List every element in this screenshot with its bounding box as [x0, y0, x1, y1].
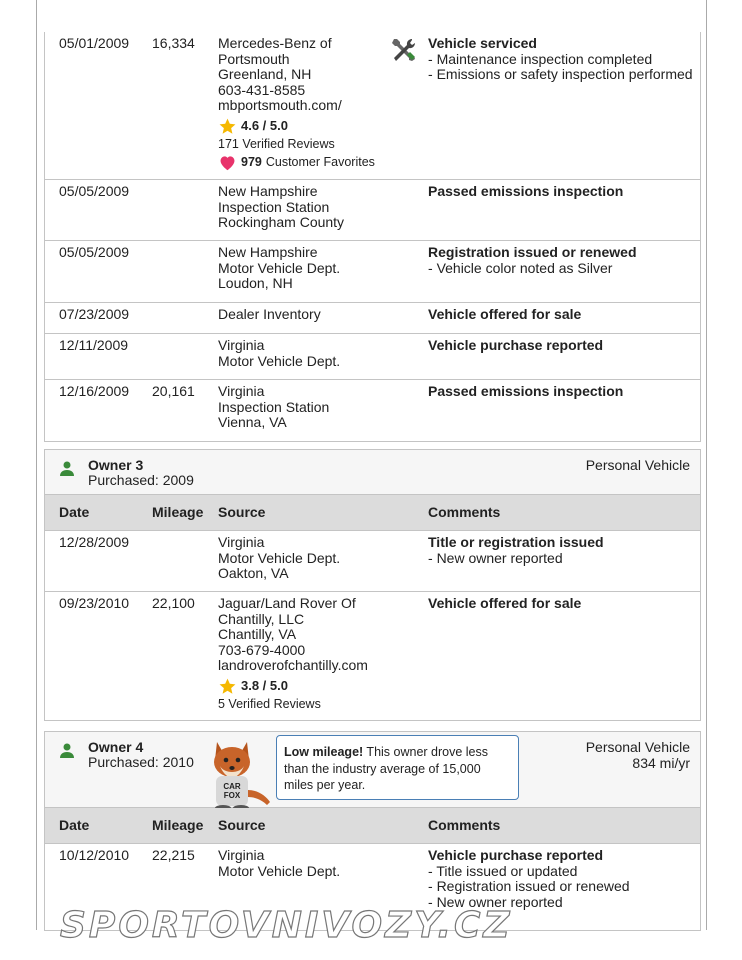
owner-header	[45, 732, 700, 808]
source-line: Loudon, NH	[218, 275, 293, 291]
mascot-shirt-text-line2: FOX	[223, 791, 241, 800]
source-line: Motor Vehicle Dept.	[218, 549, 341, 566]
col-date: Date	[59, 504, 90, 520]
owner-header	[45, 450, 700, 495]
source-line: Mercedes-Benz of	[218, 35, 332, 51]
comment-item: - Vehicle color noted as Silver	[428, 261, 698, 277]
source-line: Inspection Station	[218, 198, 330, 215]
favorites-label: Customer Favorites	[265, 154, 375, 169]
record-date: 07/23/2009	[59, 306, 130, 322]
dealer-rating	[218, 677, 423, 696]
tools-icon	[390, 36, 418, 64]
record-source	[218, 848, 423, 879]
comment-item: - Title issued or updated	[428, 864, 698, 880]
record-comments	[428, 848, 698, 910]
record-source	[218, 384, 423, 431]
comment-title: Vehicle purchase reported	[428, 847, 604, 863]
comment-title: Passed emissions inspection	[428, 183, 624, 199]
source-phone[interactable]: 703-679-4000	[218, 641, 306, 658]
record-date: 09/23/2010	[59, 595, 130, 611]
comment-item: - Registration issued or renewed	[428, 879, 698, 895]
source-line: Inspection Station	[218, 398, 330, 415]
record-date: 05/05/2009	[59, 244, 130, 260]
col-source: Source	[218, 817, 266, 833]
record-source	[218, 338, 423, 369]
col-mileage: Mileage	[152, 817, 204, 833]
record-comments	[428, 307, 698, 323]
source-website-link[interactable]: landroverofchantilly.com	[218, 657, 368, 673]
owner-type: Personal Vehicle	[585, 457, 690, 473]
comment-title: Passed emissions inspection	[428, 383, 624, 399]
history-row	[45, 334, 700, 380]
source-line: New Hampshire	[218, 183, 318, 199]
owner-purchased: Purchased: 2009	[88, 472, 194, 488]
comment-item: - New owner reported	[428, 551, 698, 567]
comment-item: - Maintenance inspection completed	[428, 52, 698, 68]
table-header	[45, 495, 700, 531]
star-icon	[218, 117, 237, 136]
star-icon	[218, 677, 237, 696]
watermark-text: SPORTOVNIVOZY.CZ	[60, 905, 513, 946]
comment-title: Vehicle offered for sale	[428, 595, 582, 611]
col-comments: Comments	[428, 504, 501, 520]
customer-favorites	[218, 154, 423, 171]
source-website-link[interactable]: mbportsmouth.com/	[218, 97, 342, 113]
record-date: 05/01/2009	[59, 35, 130, 51]
record-comments	[428, 384, 698, 400]
source-line: Vienna, VA	[218, 414, 287, 430]
record-comments	[428, 36, 698, 83]
record-source	[218, 307, 423, 323]
record-comments	[428, 184, 698, 200]
comment-title: Vehicle purchase reported	[428, 337, 604, 353]
carfox-mascot-icon	[203, 738, 273, 810]
source-phone[interactable]: 603-431-8585	[218, 81, 306, 98]
source-line: New Hampshire	[218, 244, 318, 260]
rating-value: 3.8 / 5.0	[241, 678, 288, 694]
col-source: Source	[218, 504, 266, 520]
comment-title: Vehicle offered for sale	[428, 306, 582, 322]
source-line: Portsmouth	[218, 50, 290, 67]
record-date: 05/05/2009	[59, 183, 130, 199]
person-icon	[59, 460, 75, 476]
verified-reviews-link[interactable]: 5 Verified Reviews	[218, 696, 321, 711]
callout-text: This owner drove less than the industry average of 15,000 miles per year.	[284, 745, 489, 792]
source-line: Dealer Inventory	[218, 306, 321, 322]
col-date: Date	[59, 817, 90, 833]
history-row	[45, 303, 700, 334]
record-mileage: 16,334	[152, 35, 195, 51]
source-line: Motor Vehicle Dept.	[218, 862, 341, 879]
record-mileage: 22,100	[152, 595, 195, 611]
owner-3-panel	[44, 449, 701, 721]
record-comments	[428, 245, 698, 276]
owner-4-panel	[44, 731, 701, 931]
favorites-count: 979	[241, 154, 262, 169]
heart-icon	[218, 154, 237, 171]
record-source	[218, 184, 423, 231]
source-line: Virginia	[218, 337, 265, 353]
source-line: Motor Vehicle Dept.	[218, 259, 341, 276]
comment-item: - New owner reported	[428, 895, 698, 911]
owner-title: Owner 3	[88, 457, 144, 473]
record-comments	[428, 535, 698, 566]
rating-value: 4.6 / 5.0	[241, 118, 288, 134]
col-comments: Comments	[428, 817, 501, 833]
source-line: Chantilly, LLC	[218, 610, 305, 627]
person-icon	[59, 742, 75, 758]
record-mileage: 22,215	[152, 847, 195, 863]
owner-title: Owner 4	[88, 739, 144, 755]
history-row	[45, 32, 700, 180]
comment-item: - Emissions or safety inspection performed	[428, 67, 698, 83]
record-source	[218, 535, 423, 582]
comment-title: Title or registration issued	[428, 534, 604, 550]
record-date: 12/28/2009	[59, 534, 130, 550]
history-row	[45, 180, 700, 241]
source-line: Oakton, VA	[218, 565, 289, 581]
record-source	[218, 245, 423, 292]
source-line: Greenland, NH	[218, 66, 312, 82]
source-line: Virginia	[218, 534, 265, 550]
record-comments	[428, 596, 698, 612]
callout-heading: Low mileage!	[284, 745, 364, 759]
comment-title: Registration issued or renewed	[428, 244, 637, 260]
source-line: Virginia	[218, 383, 265, 399]
history-row	[45, 380, 700, 441]
record-date: 12/11/2009	[59, 337, 129, 353]
owner-type-label: Personal Vehicle	[585, 739, 690, 755]
col-mileage: Mileage	[152, 504, 204, 520]
low-mileage-callout	[276, 735, 519, 800]
page-left-border	[36, 0, 37, 930]
page-right-border	[706, 0, 707, 930]
record-date: 12/16/2009	[59, 383, 130, 399]
owner-purchased: Purchased: 2010	[88, 754, 194, 770]
source-line: Rockingham County	[218, 214, 345, 230]
source-line: Virginia	[218, 847, 265, 863]
history-row	[45, 592, 700, 720]
mileage-rate: 834 mi/yr	[632, 754, 690, 771]
source-line: Motor Vehicle Dept.	[218, 352, 341, 369]
table-header	[45, 808, 700, 844]
record-source	[218, 596, 423, 712]
verified-reviews-link[interactable]: 171 Verified Reviews	[218, 136, 335, 151]
record-date: 10/12/2010	[59, 847, 130, 863]
comment-title: Vehicle serviced	[428, 35, 537, 51]
source-line: Chantilly, VA	[218, 626, 297, 642]
source-line: Jaguar/Land Rover Of	[218, 595, 356, 611]
owner-type	[586, 740, 690, 771]
dealer-rating	[218, 117, 423, 136]
record-comments	[428, 338, 698, 354]
record-mileage: 20,161	[152, 383, 195, 399]
history-row	[45, 241, 700, 303]
mascot-shirt-text-line1: CAR	[223, 782, 241, 791]
history-row	[45, 531, 700, 592]
owner-history-panel-previous	[44, 32, 701, 442]
